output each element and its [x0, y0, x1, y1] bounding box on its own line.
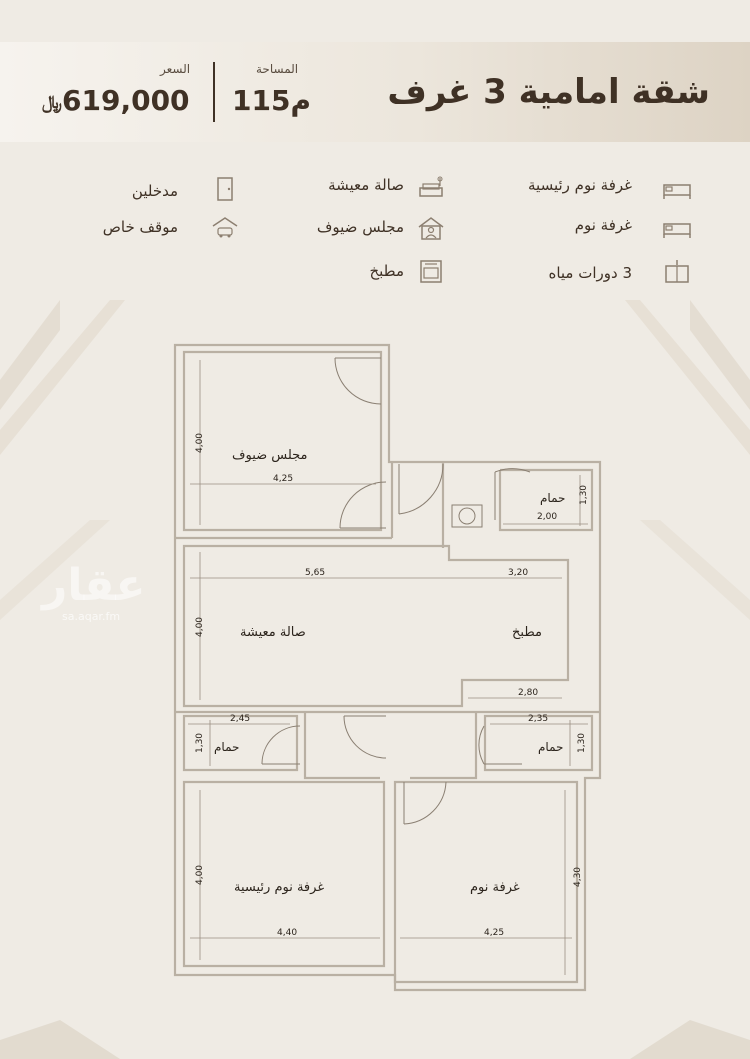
- dim-majlis-w: 4,25: [273, 474, 294, 484]
- price-value: 619,000: [62, 84, 190, 117]
- master-wall: [184, 782, 384, 966]
- currency-symbol: ﷼: [42, 92, 62, 113]
- door-bedroom: [404, 782, 446, 824]
- feature-bathrooms: 3 دورات مياه: [548, 264, 632, 282]
- feature-two-entrances: مدخلين: [131, 182, 178, 200]
- dim-majlis-h: 4,00: [195, 432, 206, 454]
- feature-kitchen: مطبخ: [369, 262, 404, 280]
- feature-guest-majlis: مجلس ضيوف: [316, 218, 404, 236]
- room-master: غرفة نوم رئيسية: [234, 880, 325, 895]
- watermark-logo: عقار: [42, 560, 146, 611]
- room-bath-right: حمام: [538, 740, 564, 754]
- dim-bath-left-h: 1,30: [195, 732, 206, 754]
- room-living: صالة معيشة: [240, 625, 306, 640]
- room-kitchen: مطبخ: [512, 625, 542, 640]
- area-value: 115م: [232, 84, 311, 117]
- feature-bedroom: غرفة نوم: [574, 216, 632, 234]
- feature-master-bedroom: غرفة نوم رئيسية: [528, 176, 632, 194]
- door-majlis-bottom: [340, 482, 386, 528]
- room-bedroom: غرفة نوم: [470, 880, 520, 895]
- dim-living-w: 5,65: [305, 568, 326, 578]
- door-entry: [399, 464, 443, 514]
- dim-bedroom-w: 4,25: [484, 928, 505, 938]
- dim-master-w: 4,40: [277, 928, 298, 938]
- door-hall: [344, 716, 386, 758]
- majlis-wall: [184, 352, 381, 530]
- dim-bath-top-w: 2,00: [537, 512, 558, 522]
- area-label: المساحة: [256, 62, 299, 76]
- dim-bath-right-h: 1,30: [577, 732, 588, 754]
- dim-bath-right-w: 2,35: [528, 714, 549, 724]
- dim-kitchen-bottom: 2,80: [518, 688, 539, 698]
- feature-living-room: صالة معيشة: [328, 176, 404, 194]
- watermark-url: sa.aqar.fm: [62, 610, 121, 623]
- dim-living-h: 4,00: [195, 616, 206, 638]
- room-majlis: مجلس ضيوف: [232, 448, 308, 463]
- room-bath-top: حمام: [540, 491, 566, 505]
- bath-left-outer: [305, 712, 380, 778]
- washer-drum: [459, 508, 475, 524]
- bath-right-outer: [410, 712, 476, 778]
- door-majlis-top: [335, 358, 381, 404]
- page-title: شقة امامية 3 غرف: [387, 72, 710, 112]
- price-label: السعر: [160, 62, 191, 76]
- dim-bath-left-w: 2,45: [230, 714, 251, 724]
- room-bath-left: حمام: [214, 740, 240, 754]
- dim-bedroom-h: 4,30: [573, 866, 584, 888]
- door-bath-left: [262, 726, 300, 764]
- feature-private-parking: موقف خاص: [102, 218, 178, 236]
- dim-bath-top-h: 1,30: [579, 484, 590, 506]
- dim-kitchen-w: 3,20: [508, 568, 529, 578]
- dim-master-h: 4,00: [195, 864, 206, 886]
